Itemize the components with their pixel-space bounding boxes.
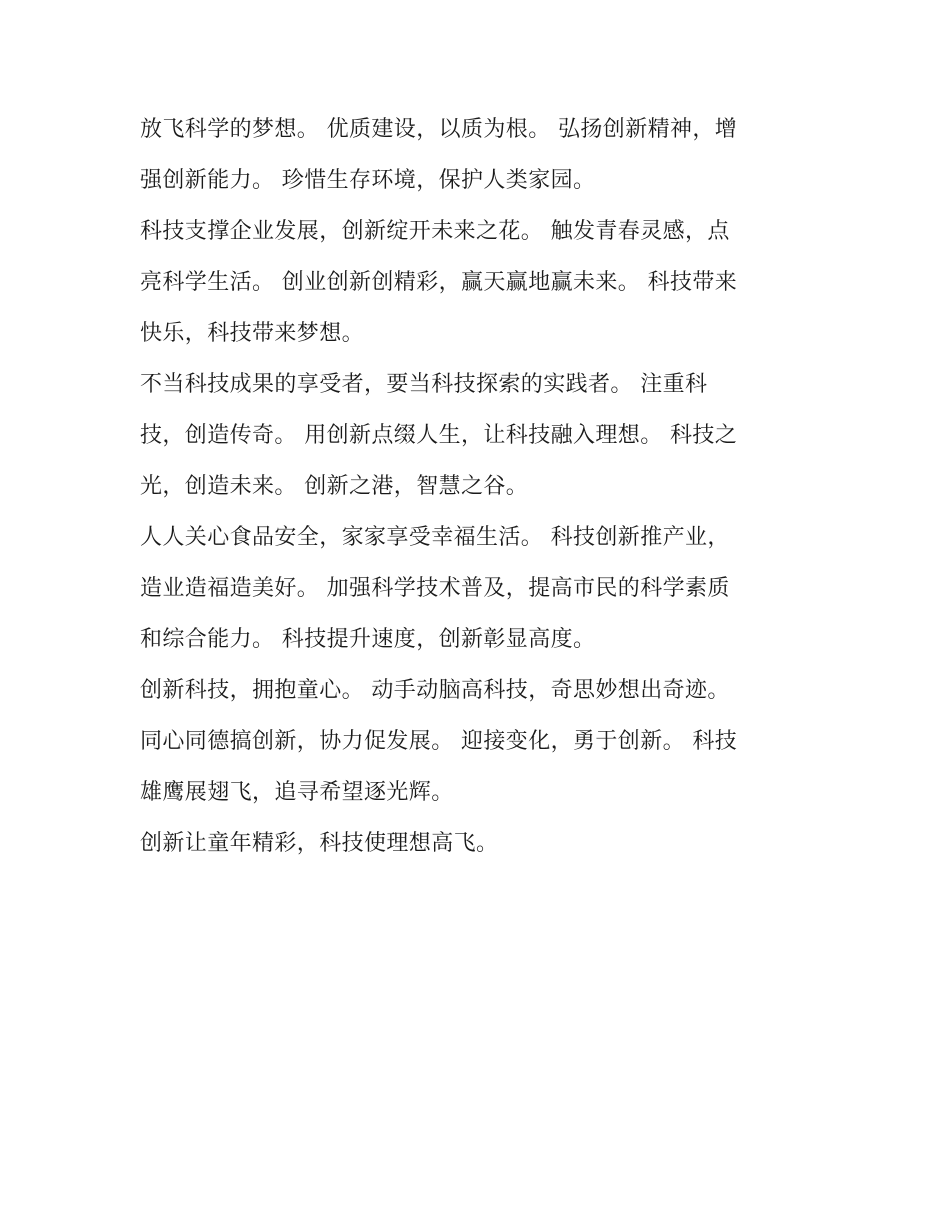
text-line: 人人关心食品安全，家家享受幸福生活。 科技创新推产业， (140, 525, 730, 550)
text-line: 光，创造未来。 创新之港，智慧之谷。 (140, 474, 529, 499)
text-line: 造业造福造美好。 加强科学技术普及，提高市民的科学素质 (140, 576, 730, 601)
text-line: 放飞科学的梦想。 优质建设，以质为根。 弘扬创新精神，增 (140, 117, 738, 142)
text-line: 快乐，科技带来梦想。 (140, 321, 365, 346)
document-body (140, 104, 810, 869)
text-line: 同心同德搞创新，协力促发展。 迎接变化，勇于创新。 科技 (140, 729, 738, 754)
text-line: 创新科技，拥抱童心。 动手动脑高科技，奇思妙想出奇迹。 (140, 678, 730, 703)
text-line: 创新让童年精彩，科技使理想高飞。 (140, 831, 499, 856)
text-line: 亮科学生活。 创业创新创精彩，赢天赢地赢未来。 科技带来 (140, 270, 738, 295)
text-line: 科技支撑企业发展，创新绽开未来之花。 触发青春灵感，点 (140, 219, 730, 244)
text-line: 技，创造传奇。 用创新点缀人生，让科技融入理想。 科技之 (140, 423, 738, 448)
text-line: 不当科技成果的享受者，要当科技探索的实践者。 注重科 (140, 372, 708, 397)
text-line: 强创新能力。 珍惜生存环境，保护人类家园。 (140, 168, 596, 193)
text-line: 和综合能力。 科技提升速度，创新彰显高度。 (140, 627, 596, 652)
text-line: 雄鹰展翅飞，追寻希望逐光辉。 (140, 780, 454, 805)
